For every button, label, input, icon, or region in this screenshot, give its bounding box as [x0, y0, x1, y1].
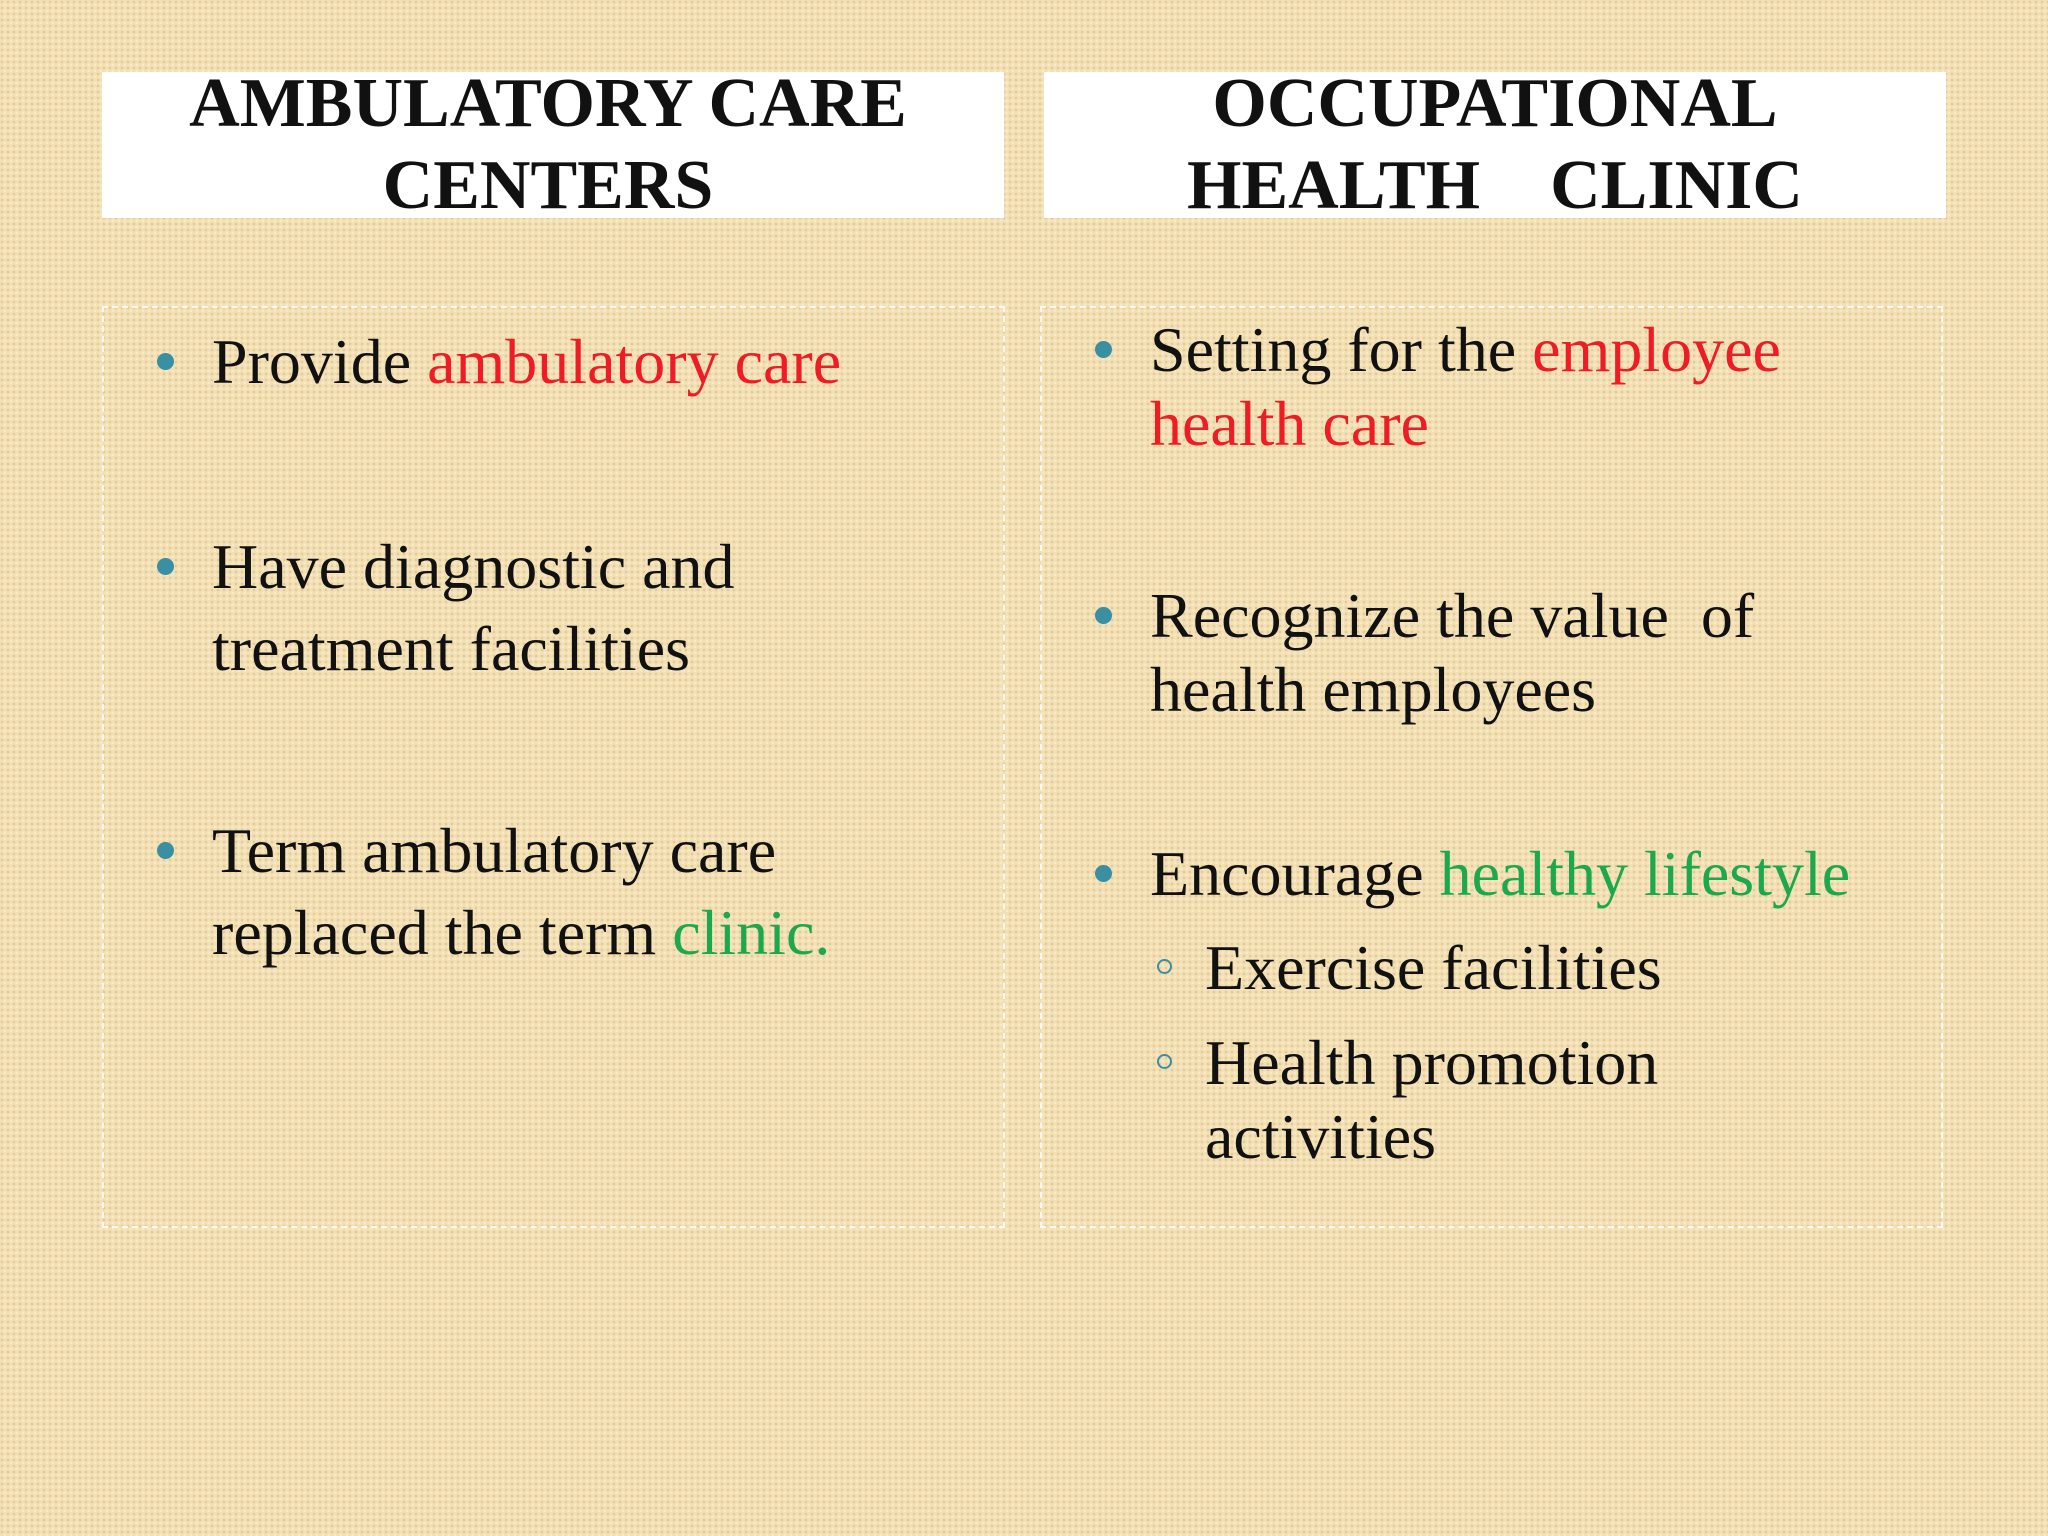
- right-header-title: [1187, 63, 1803, 227]
- right-header-line2: HEALTH CLINIC: [1187, 147, 1803, 224]
- left-header-line2: CENTERS: [382, 147, 714, 224]
- left-header-line1: AMBULATORY CARE: [189, 65, 907, 142]
- bullet-text: Provide: [212, 326, 428, 397]
- bullet-highlight: ambulatory care: [427, 326, 842, 397]
- list-item: [1150, 313, 1920, 461]
- bullet-highlight-1: employee: [1532, 314, 1781, 385]
- bullet-highlight-2: health care: [1150, 388, 1429, 459]
- bullet-highlight: healthy lifestyle: [1439, 838, 1851, 909]
- bullet-line2: replaced the term: [212, 897, 673, 968]
- bullet-text: Setting for the: [1150, 314, 1533, 385]
- bullet-text: Encourage: [1150, 838, 1440, 909]
- sub-list-item: [1205, 1026, 1925, 1174]
- left-header-box: [102, 65, 1004, 224]
- bullet-line1: Have diagnostic and: [212, 531, 735, 602]
- bullet-dot-icon: [157, 558, 174, 575]
- list-item: [212, 321, 972, 403]
- sub-bullet-line2: activities: [1205, 1101, 1437, 1172]
- list-item: [212, 810, 972, 974]
- bullet-line1: Term ambulatory care: [212, 815, 777, 886]
- bullet-dot-icon: [1095, 865, 1112, 882]
- bullet-line2: treatment facilities: [212, 613, 690, 684]
- bullet-dot-icon: [1095, 607, 1112, 624]
- right-header-box: [1044, 65, 1946, 224]
- bullet-highlight: clinic.: [672, 897, 831, 968]
- sub-bullet-ring-icon: [1157, 1054, 1172, 1069]
- list-item: [1150, 837, 1940, 911]
- bullet-dot-icon: [157, 842, 174, 859]
- left-content-box: [102, 306, 1005, 1228]
- bullet-line1: Recognize the value of: [1150, 580, 1755, 651]
- left-header-title: [189, 63, 907, 227]
- bullet-line2: health employees: [1150, 654, 1597, 725]
- sub-list-item: [1205, 931, 1925, 1005]
- list-item: [212, 526, 972, 690]
- bullet-dot-icon: [1095, 341, 1112, 358]
- sub-bullet-text: Exercise facilities: [1205, 932, 1662, 1003]
- right-header-line1: OCCUPATIONAL: [1212, 65, 1778, 142]
- list-item: [1150, 579, 1920, 727]
- sub-bullet-ring-icon: [1157, 959, 1172, 974]
- sub-bullet-line1: Health promotion: [1205, 1027, 1659, 1098]
- bullet-dot-icon: [157, 353, 174, 370]
